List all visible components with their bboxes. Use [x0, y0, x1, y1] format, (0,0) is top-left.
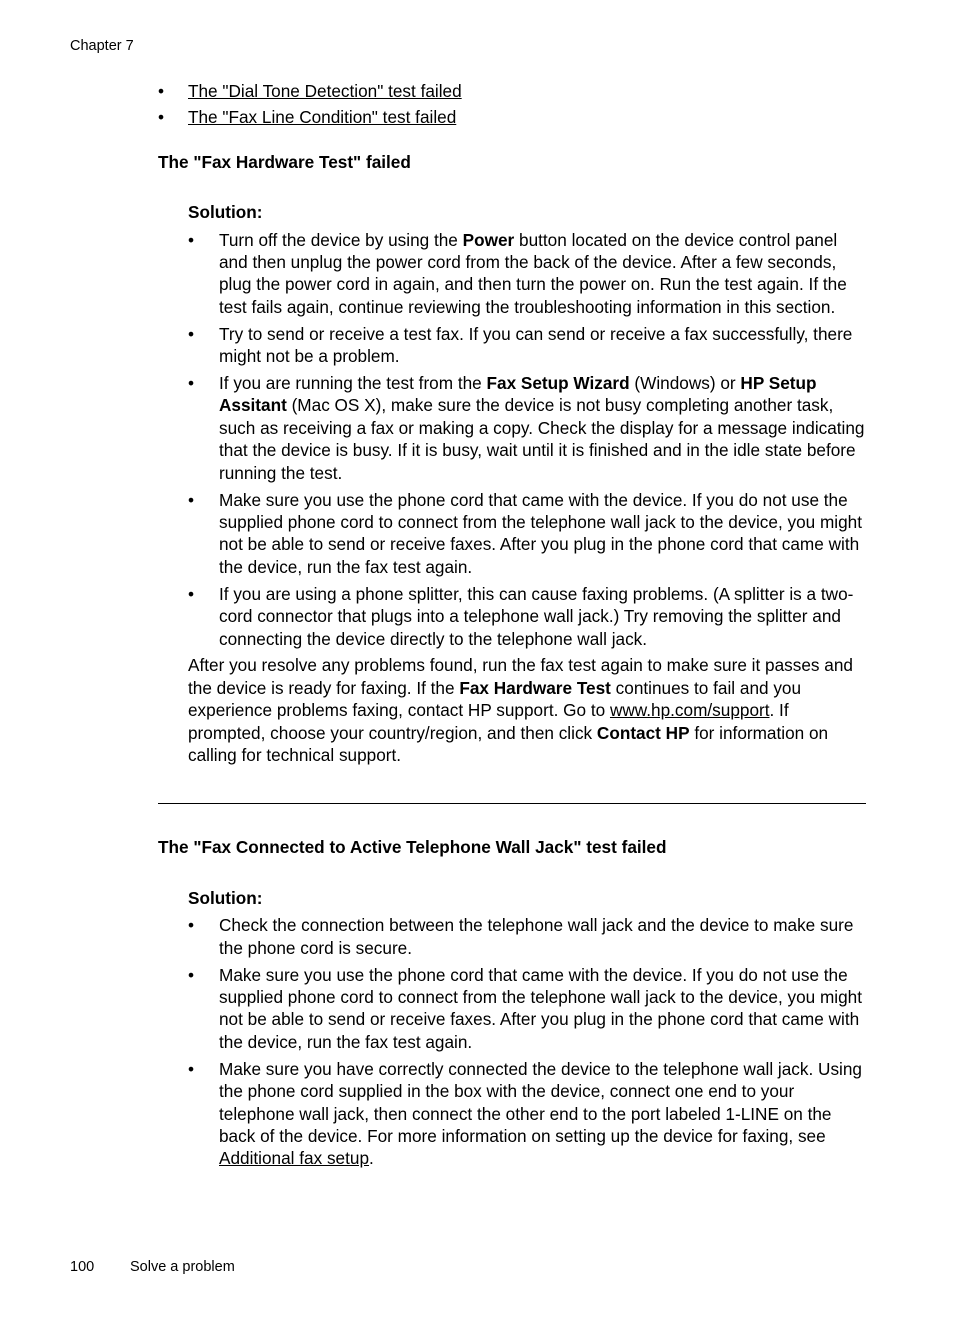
list-item: [188, 323, 866, 368]
text-run: for information on calling for technical support.: [188, 722, 829, 766]
text-run: After you resolve any problems found, run the fax test again to make sure it passes and the device is ready for faxing. If the: [188, 655, 853, 698]
solution-list: [188, 229, 866, 650]
bold-ui-term: Fax Setup Wizard: [486, 373, 630, 394]
solution-list: [188, 914, 866, 1169]
page-header: [70, 38, 134, 54]
bullet-icon: •: [158, 107, 165, 128]
list-item: [158, 106, 866, 128]
chapter-label: Chapter 7: [70, 38, 134, 54]
text-run: Make sure you use the phone cord that came with the device. If you do not use the supplied phone cord to connect from the telephone wall jack to the device, you might not be able to send or receive faxes. After you plug in the phone cord that came with the device, run the fax test again.: [219, 489, 863, 577]
text-run: Try to send or receive a test fax. If you can send or receive a fax successfully, there might not be a problem.: [219, 323, 853, 367]
list-item: [188, 964, 866, 1054]
section-divider: [158, 803, 866, 804]
bullet-icon: •: [158, 81, 165, 101]
wall-jack-test-heading: The "Fax Connected to Active Telephone Wall Jack" test failed: [158, 837, 667, 858]
bullet-icon: •: [188, 583, 195, 604]
list-item: [188, 229, 866, 319]
dial-tone-test-link[interactable]: The "Dial Tone Detection" test failed: [188, 81, 462, 101]
text-run: Make sure you use the phone cord that came with the device. If you do not use the supplied phone cord to connect from the telephone wall jack to the device, you might not be able to send or receive faxes. After you plug in the phone cord that came with the device, run the fax test again.: [219, 964, 863, 1052]
text-run: Turn off the device by using the: [219, 229, 463, 250]
fax-hardware-test-section: [158, 201, 866, 766]
list-item: [188, 914, 866, 959]
text-run: .: [369, 1148, 374, 1169]
text-run: Check the connection between the telephone wall jack and the device to make sure the phone cord is secure.: [219, 915, 854, 958]
fax-line-condition-link[interactable]: The "Fax Line Condition" test failed: [188, 107, 457, 128]
inline-link[interactable]: Additional fax setup: [219, 1148, 370, 1169]
bullet-icon: •: [188, 323, 195, 344]
text-run: If you are using a phone splitter, this can cause faxing problems. (A splitter is a two-cord connector that plugs into a telephone wall jack.) Try removing the splitter and connecting the device directly to the telephone wall jack.: [219, 583, 854, 649]
page-number: 100: [70, 1259, 95, 1275]
after-resolve-paragraph: [188, 654, 866, 766]
list-item: [188, 583, 866, 650]
text-run: (Windows) or: [629, 373, 741, 394]
solution-label: Solution:: [188, 887, 263, 908]
fax-hardware-test-heading: The "Fax Hardware Test" failed: [158, 151, 411, 172]
list-item: [188, 1058, 866, 1170]
inline-link[interactable]: www.hp.com/support: [609, 700, 770, 721]
text-run: . If prompted, choose your country/region, and then click: [188, 700, 789, 743]
bullet-icon: •: [188, 1058, 195, 1079]
text-run: If you are running the test from the: [219, 373, 487, 394]
related-links-list: [158, 80, 866, 129]
text-run: Make sure you have correctly connected the device to the telephone wall jack. Using the phone cord supplied in the box with the device, connect one end to your telephone wall jack, then connect the other end to the port labeled 1-LINE on the back of the device. For more information on setting up the device for faxing, see: [219, 1058, 862, 1146]
page-content: [158, 80, 866, 1174]
text-run: (Mac OS X), make sure the device is not busy completing another task, such as receiving a fax or making a copy. Check the display for a message indicating that the device is busy. If it is busy, wait until it is finished and in the idle state before running the test.: [219, 395, 865, 483]
bold-ui-term: Fax Hardware Test: [459, 677, 611, 698]
bullet-icon: •: [188, 489, 195, 510]
bullet-icon: •: [188, 964, 195, 985]
bullet-icon: •: [188, 229, 195, 250]
text-run: continues to fail and you experience problems faxing, contact HP support. Go to: [188, 677, 802, 721]
page-footer: [70, 1259, 235, 1275]
text-run: button located on the device control panel and then unplug the power cord from the back of the device. After a few seconds, plug the power cord in again, and then turn the power on. Run the test again. If the test fails again, continue reviewing the troubleshooting information in this section.: [219, 229, 847, 317]
wall-jack-test-section: [158, 887, 866, 1170]
bold-ui-term: Contact HP: [596, 722, 690, 743]
list-item: [188, 372, 866, 484]
footer-section-title: Solve a problem: [130, 1259, 235, 1275]
list-item: [158, 80, 866, 102]
bold-ui-term: Power: [462, 229, 515, 250]
solution-label: Solution:: [188, 202, 263, 223]
bullet-icon: •: [188, 373, 195, 394]
list-item: [188, 489, 866, 579]
bullet-icon: •: [188, 915, 195, 936]
bold-ui-term: HP Setup Assitant: [219, 373, 817, 416]
